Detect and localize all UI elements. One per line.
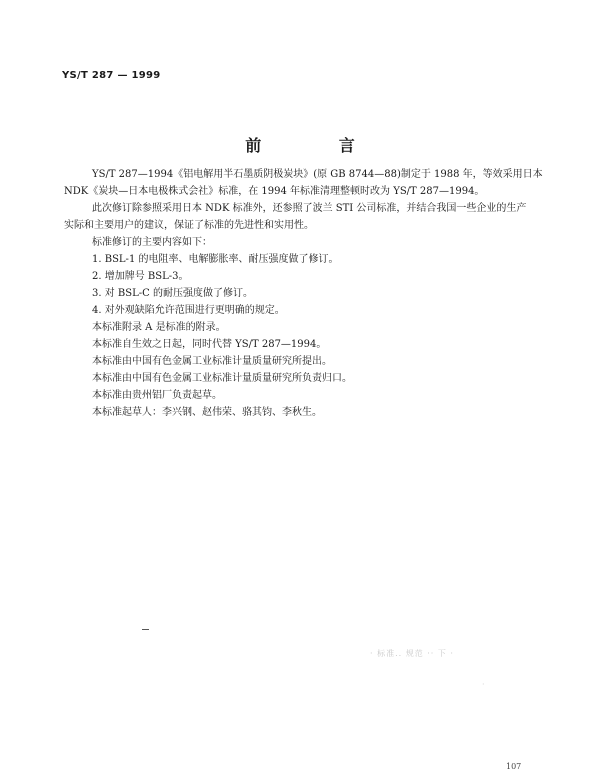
document-code: YS/T 287 — 1999: [62, 70, 161, 81]
paragraph: 本标准自生效之日起，同时代替 YS/T 287—1994。: [92, 339, 327, 350]
paragraph: 本标准由贵州铝厂负责起草。: [92, 390, 222, 401]
list-item: 2. 增加牌号 BSL-3。: [92, 271, 189, 282]
body-text: [64, 166, 544, 421]
paragraph: 此次修订除参照采用日本 NDK 标准外，还参照了波兰 STI 公司标准，并结合我国一些企业的生产: [92, 203, 527, 214]
faint-stamp: · 标准.. 规范 ·· 下 ·: [370, 649, 454, 658]
paragraph-continuation: 实际和主要用户的建议，保证了标准的先进性和实用性。: [64, 220, 314, 231]
page-number: 107: [506, 762, 522, 771]
list-item: 4. 对外观缺陷允许范围进行更明确的规定。: [92, 305, 285, 316]
paragraph: 本标准由中国有色金属工业标准计量质量研究所提出。: [92, 356, 332, 367]
paragraph: 本标准附录 A 是标准的附录。: [92, 322, 226, 333]
section-title: 前 言: [245, 136, 391, 155]
list-item: 1. BSL-1 的电阻率、电解膨胀率、耐压强度做了修订。: [92, 254, 339, 265]
paragraph: 标准修订的主要内容如下：: [92, 237, 212, 248]
paragraph: 本标准起草人：李兴钢、赵伟荣、骆其钧、李秋生。: [92, 407, 322, 418]
paragraph: 本标准由中国有色金属工业标准计量质量研究所负责归口。: [92, 373, 352, 384]
paragraph-continuation: NDK《炭块—日本电极株式会社》标准，在 1994 年标准清理整顿时改为 YS/T 287—1994。: [64, 186, 485, 197]
faint-stamp-secondary: ·: [482, 680, 485, 689]
list-item: 3. 对 BSL-C 的耐压强度做了修订。: [92, 288, 253, 299]
scan-mark: [142, 629, 149, 630]
paragraph: YS/T 287—1994《铝电解用半石墨质阴极炭块》(原 GB 8744—88)制定于 1988 年，等效采用日本: [92, 169, 543, 180]
